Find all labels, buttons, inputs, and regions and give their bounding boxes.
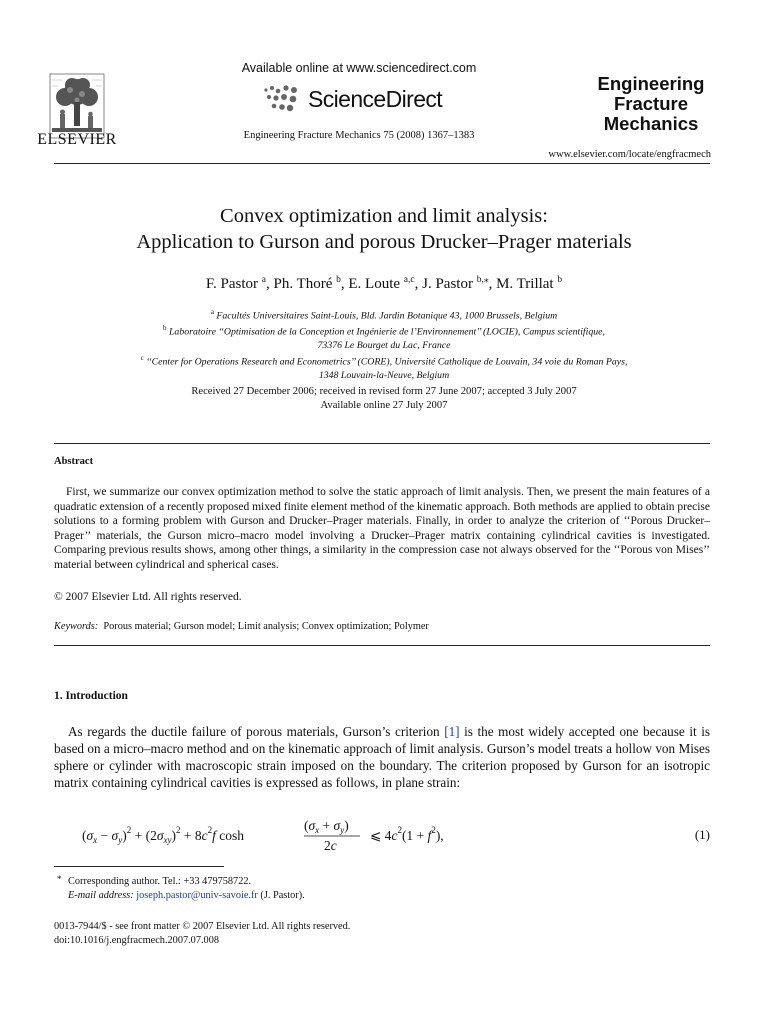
affiliation-a: $^a$ Facultés Universitaires Saint-Louis, Bld. Jardin Botanique 43, 1000 Brussels, Belgium <box>210 308 558 322</box>
footnote-divider <box>54 866 224 867</box>
footnote-email: E-mail address: joseph.pastor@univ-savoie.fr (J. Pastor). <box>68 889 305 901</box>
author-affil-marker[interactable]: a <box>261 275 266 285</box>
bottom-metadata <box>54 920 710 947</box>
article-dates <box>60 385 708 413</box>
affiliations <box>60 306 708 382</box>
abstract-text <box>54 485 710 572</box>
journal-logo <box>588 74 714 134</box>
author-name: M. Trillat <box>496 276 554 292</box>
email-link[interactable]: joseph.pastor@univ-savoie.fr <box>136 889 258 901</box>
author-name: Ph. Thoré <box>273 276 333 292</box>
publisher-name: ELSEVIER <box>37 131 117 148</box>
journal-reference: Engineering Fracture Mechanics 75 (2008) 1367–1383 <box>243 130 475 141</box>
introduction-text <box>54 723 710 791</box>
title-line: Convex optimization and limit analysis: <box>220 205 548 227</box>
keywords-list: Porous material; Gurson model; Limit analysis; Convex optimization; Polymer <box>103 621 429 632</box>
issn-line: 0013-7944/$ - see front matter © 2007 Elsevier Ltd. All rights reserved. <box>54 921 351 932</box>
sciencedirect-wordmark[interactable]: ScienceDirect <box>308 86 443 112</box>
abstract-heading: Abstract <box>54 456 94 467</box>
affiliation-b: $^b$ Laboratoire ‘‘Optimisation de la Conception et Ingénierie de l’Environnement’’ (LOCIE), Campus scientifique, <box>163 324 605 338</box>
author-affil-marker[interactable]: b <box>336 275 341 285</box>
author-name: J. Pastor <box>422 276 473 292</box>
svg-text:(σx − σy)2 + (2σxy)2 + 8c2f co: $(\sigma_x - \sigma_y)^2 + (2\sigma_{xy})^2 + 8c^2f$ cosh <box>82 825 245 845</box>
journal-logo-line: Fracture <box>613 93 689 114</box>
abstract-top-divider <box>54 443 710 444</box>
journal-logo-line: Engineering <box>597 73 705 94</box>
keywords-label: Keywords: <box>54 621 99 632</box>
affiliation-c: $^c$ ‘‘Center for Operations Research and Econometrics’’ (CORE), Université Catholique de Louvain, 34 voie du Roman Pays, <box>140 354 628 368</box>
received-dates: Received 27 December 2006; received in revised form 27 June 2007; accepted 3 July 2007 <box>191 386 577 397</box>
email-label: E-mail address: <box>68 889 134 901</box>
citation-link[interactable]: [1] <box>444 724 460 739</box>
footnote-corresponding: * Corresponding author. Tel.: +33 479758722. <box>57 874 252 887</box>
footnote <box>54 875 710 902</box>
svg-text:2c: 2c <box>324 838 337 853</box>
equation-gurson-criterion <box>82 816 642 856</box>
intro-paragraph: As regards the ductile failure of porous materials, Gurson’s criterion [1] is the most widely accepted one because it is based on a micro–macro method and on the kinematic approach of limit analysis. Gurson’s model treats a hollow von Mises sphere or cylinder with macroscopic strain imposed on the boundary. The criterion proposed by Gurson for an isotropic matrix containing cylindrical cavities is expressed as follows, in plane strain: <box>54 724 710 790</box>
section-heading-introduction: 1. Introduction <box>54 690 128 702</box>
author-name: F. Pastor <box>205 276 259 292</box>
author-affil-marker[interactable]: a,c <box>403 275 415 285</box>
author-list: F. Pastor $^a$, Ph. Thoré $^b$, E. Loute $^{a,c}$, J. Pastor $^{b,⁎}$, M. Trillat $^b$ <box>205 275 563 292</box>
available-online-text[interactable]: Available online at www.sciencedirect.com <box>241 61 477 75</box>
abstract-bottom-divider <box>54 645 710 646</box>
journal-url[interactable]: www.elsevier.com/locate/engfracmech <box>548 149 711 160</box>
available-online-date: Available online 27 July 2007 <box>320 400 448 411</box>
author-affil-marker[interactable]: b <box>557 275 563 285</box>
affiliation-b-cont: 73376 Le Bourget du Lac, France <box>317 339 451 351</box>
article-title <box>40 203 728 255</box>
author-affil-marker[interactable]: b,⁎ <box>476 275 489 285</box>
equation-number: (1) <box>694 827 710 842</box>
title-line: Application to Gurson and porous Drucker–Prager materials <box>136 231 632 253</box>
affiliation-c-cont: 1348 Louvain-la-Neuve, Belgium <box>318 369 450 381</box>
svg-text:(σx + σy): $(\sigma_x + \sigma_y)$ <box>304 818 349 835</box>
keywords <box>54 621 710 632</box>
abstract-paragraph: First, we summarize our convex optimization method to solve the static approach of limit analysis. Then, we present the main features of a quadratic extension of a recently proposed mixed finite element method of the kinematic approach. Both methods are applied to obtain precise solutions to a forming problem with Gurson and Drucker–Prager materials. Finally, in order to analyze the criterion of ‘‘Porous Drucker–Prager’’ materials, the Gurson micro–macro model involving a Drucker–Prager matrix containing cylindrical cavities is investigated. Comparing previous results shows, among other things, a similarity in the compression case not always observed for the ‘‘Porous von Mises’’ material between cylindrical and spherical cases. <box>54 486 710 571</box>
abstract-copyright: © 2007 Elsevier Ltd. All rights reserved. <box>54 591 242 603</box>
journal-logo-line: Mechanics <box>603 113 699 134</box>
sciencedirect-dots-icon <box>260 82 306 114</box>
author-name: E. Loute <box>348 276 401 292</box>
doi-line[interactable]: doi:10.1016/j.engfracmech.2007.07.008 <box>54 934 220 946</box>
footnote-marker: * <box>57 874 62 884</box>
header-divider <box>54 163 710 164</box>
svg-text:⩽ 4c2(1 + f2),: ⩽ $4c^2(1 + f^2)$, <box>370 825 444 843</box>
